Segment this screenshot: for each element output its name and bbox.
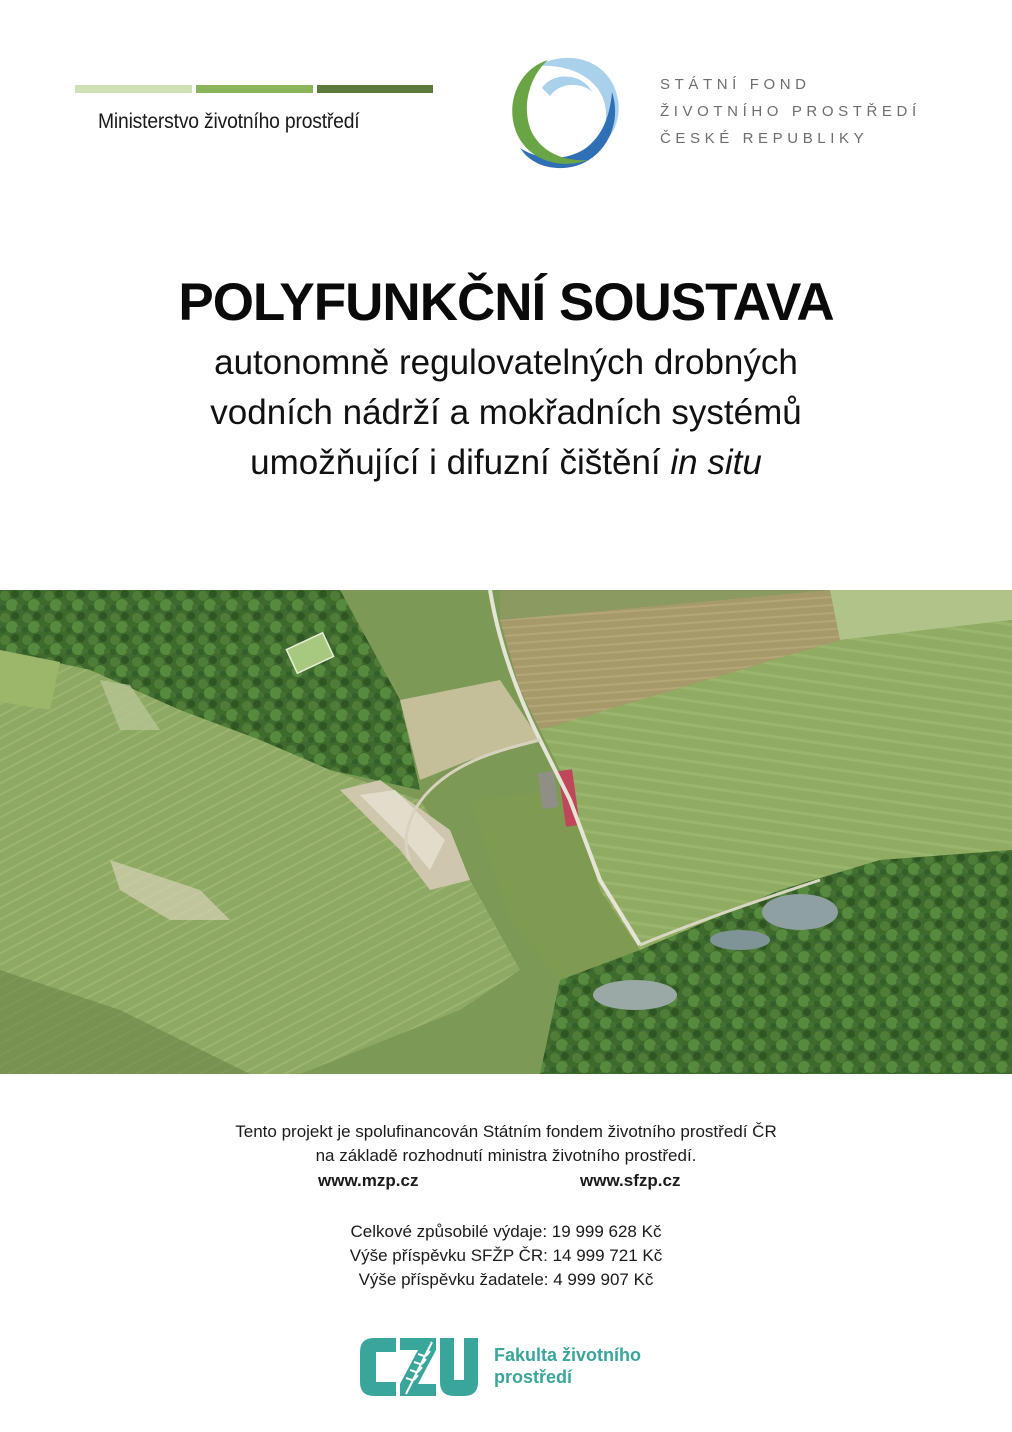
sfzp-link[interactable]: www.sfzp.cz <box>580 1171 681 1190</box>
funding-note-line-2: na základě rozhodnutí ministra životního prostředí. <box>315 1146 697 1165</box>
ministry-name: Ministerstvo životního prostředí <box>98 110 360 133</box>
subtitle-line-1: autonomně regulovatelných drobných <box>214 343 798 382</box>
fund-name-line-3: ČESKÉ REPUBLIKY <box>660 130 869 147</box>
cost-summary <box>0 1220 1012 1292</box>
czu-logo-icon <box>360 1338 478 1396</box>
subtitle-line-2: vodních nádrží a mokřadních systémů <box>210 393 802 432</box>
cost-total: Celkové způsobilé výdaje: 19 999 628 Kč <box>350 1222 662 1241</box>
subtitle-line-3-text: umožňující i difuzní čištění <box>250 443 671 482</box>
ministry-color-bars <box>75 85 433 93</box>
cost-sfzp: Výše příspěvku SFŽP ČR: 14 999 721 Kč <box>349 1246 663 1265</box>
subtitle-line-3 <box>0 438 1012 488</box>
fund-name <box>660 71 921 152</box>
funding-note-line-1: Tento projekt je spolufinancován Státním fondem životního prostředí ČR <box>235 1122 777 1141</box>
fund-name-line-1: STÁTNÍ FOND <box>660 76 811 93</box>
sfzp-logo-icon <box>508 52 622 170</box>
faculty-name <box>494 1344 641 1388</box>
ministry-bar-mid <box>196 85 313 93</box>
subtitle <box>0 338 1012 488</box>
page-title: POLYFUNKČNÍ SOUSTAVA <box>178 273 834 332</box>
ministry-bar-light <box>75 85 192 93</box>
subtitle-line-3-italic: in situ <box>670 443 762 482</box>
faculty-name-line-2: prostředí <box>494 1367 573 1387</box>
cost-applicant: Výše příspěvku žadatele: 4 999 907 Kč <box>358 1270 654 1289</box>
fund-name-line-2: ŽIVOTNÍHO PROSTŘEDÍ <box>660 103 921 120</box>
ministry-bar-dark <box>317 85 433 93</box>
mzp-link[interactable]: www.mzp.cz <box>318 1171 419 1190</box>
faculty-name-line-1: Fakulta životního <box>494 1345 642 1365</box>
aerial-photo <box>0 590 1012 1074</box>
